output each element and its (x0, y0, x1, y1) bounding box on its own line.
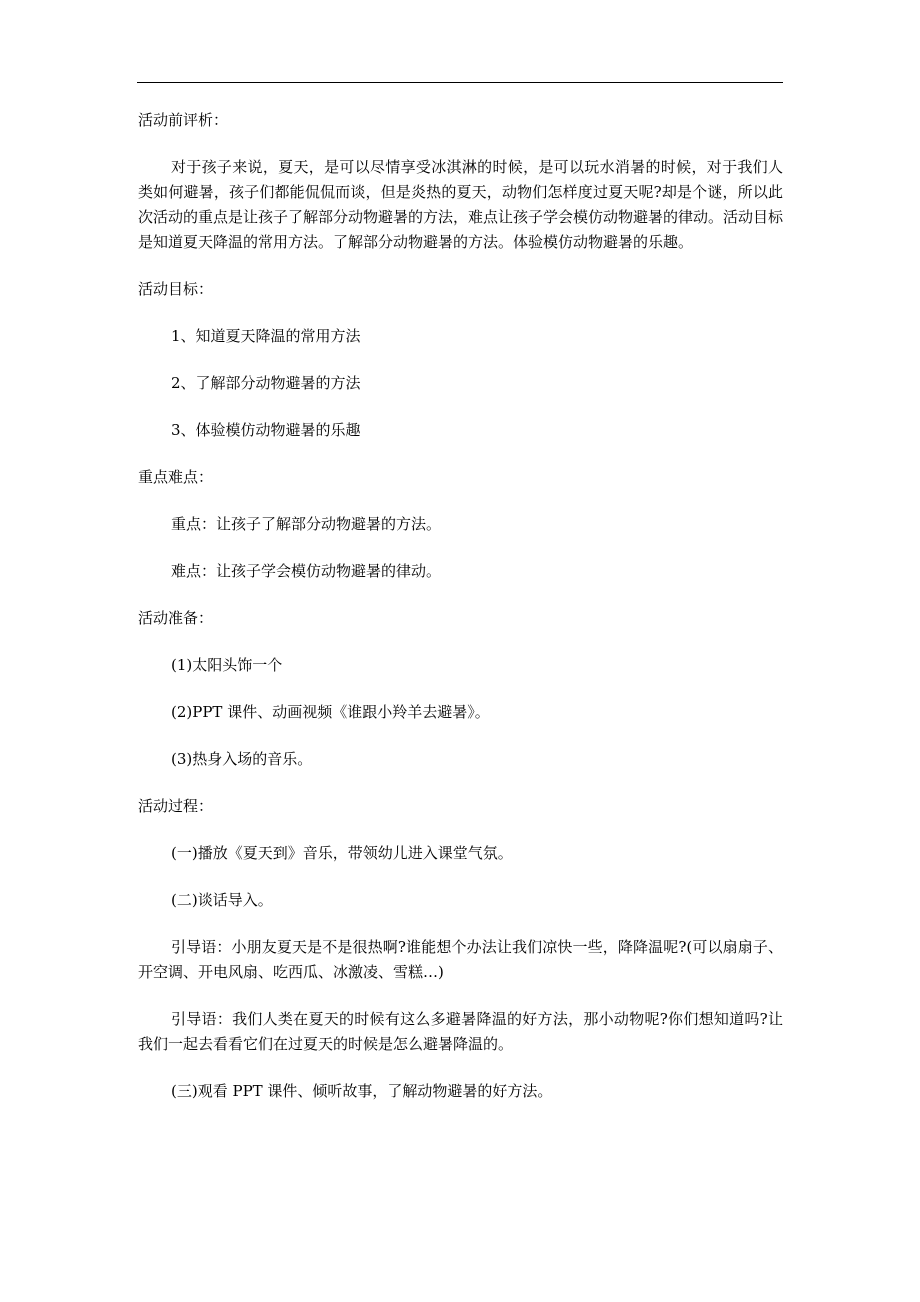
preparation-item: (3)热身入场的音乐。 (171, 750, 313, 768)
process-step-3: (三)观看 PPT 课件、倾听故事，了解动物避暑的好方法。 (171, 1082, 553, 1100)
document-body (138, 108, 783, 1126)
process-step-1: (一)播放《夏天到》音乐，带领幼儿进入课堂气氛。 (171, 844, 513, 862)
key-point-focus: 重点：让孩子了解部分动物避暑的方法。 (171, 515, 442, 533)
key-point-difficulty: 难点：让孩子学会模仿动物避暑的律动。 (171, 562, 442, 580)
section-heading-objectives: 活动目标： (138, 280, 214, 298)
section-heading-pre-analysis: 活动前评析： (138, 111, 229, 129)
objective-item: 3、体验模仿动物避暑的乐趣 (171, 421, 361, 439)
objective-item: 2、了解部分动物避暑的方法 (171, 374, 361, 392)
section-heading-preparation: 活动准备： (138, 609, 214, 627)
preparation-item: (2)PPT 课件、动画视频《谁跟小羚羊去避暑》。 (171, 703, 490, 721)
section-heading-key-points: 重点难点： (138, 468, 214, 486)
process-guide-1: 引导语：小朋友夏天是不是很热啊?谁能想个办法让我们凉快一些，降降温呢?(可以扇扇子、开空调、开电风扇、吃西瓜、冰激凌、雪糕…) (138, 938, 783, 981)
process-step-2: (二)谈话导入。 (171, 891, 273, 909)
objective-item: 1、知道夏天降温的常用方法 (171, 327, 361, 345)
pre-analysis-paragraph: 对于孩子来说，夏天，是可以尽情享受冰淇淋的时候，是可以玩水消暑的时候，对于我们人类如何避暑，孩子们都能侃侃而谈，但是炎热的夏天，动物们怎样度过夏天呢?却是个谜，所以此次活动的重点是让孩子了解部分动物避暑的方法，难点让孩子学会模仿动物避暑的律动。活动目标是知道夏天降温的常用方法。了解部分动物避暑的方法。体验模仿动物避暑的乐趣。 (138, 158, 784, 251)
process-guide-2: 引导语：我们人类在夏天的时候有这么多避暑降温的好方法，那小动物呢?你们想知道吗?让我们一起去看看它们在过夏天的时候是怎么避暑降温的。 (138, 1010, 783, 1053)
section-heading-process: 活动过程： (138, 797, 214, 815)
preparation-item: (1)太阳头饰一个 (171, 656, 283, 674)
header-rule (137, 82, 783, 83)
